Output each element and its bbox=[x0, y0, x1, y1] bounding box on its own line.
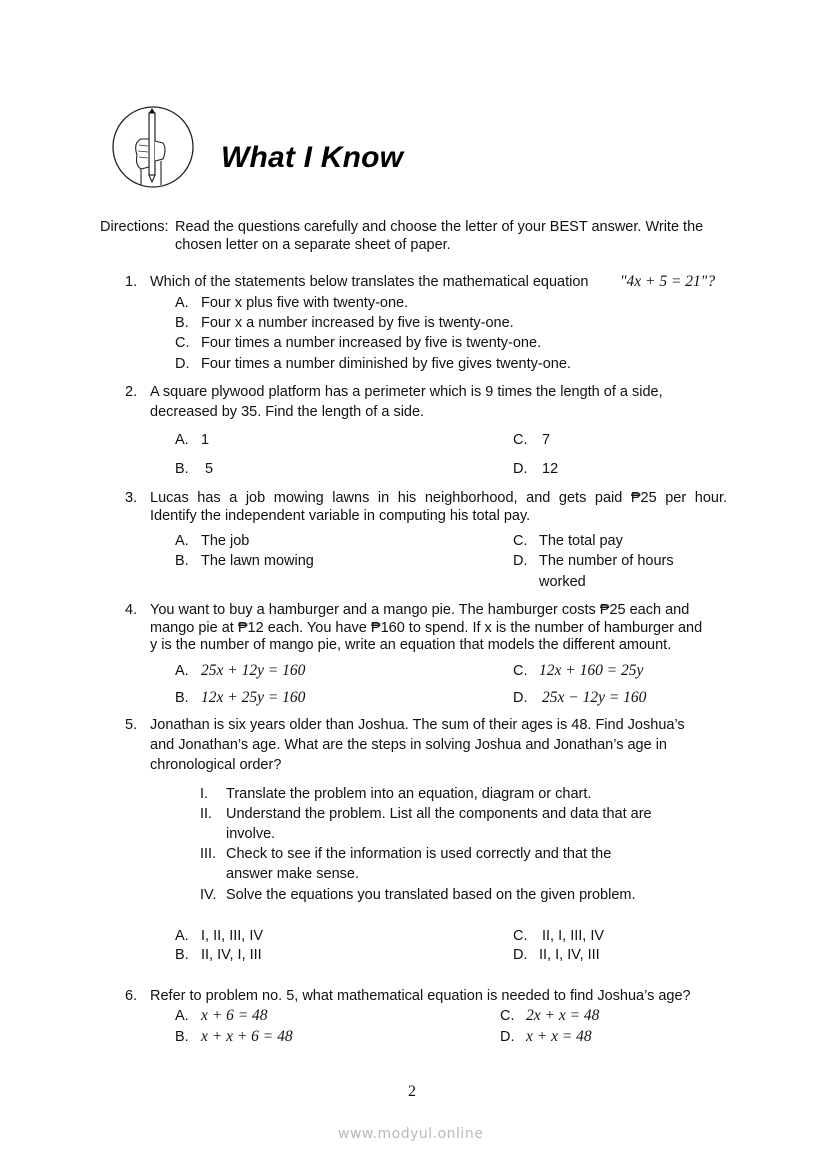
option-b: B. x + x + 6 = 48 bbox=[175, 1028, 293, 1045]
page-title: What I Know bbox=[221, 141, 404, 174]
directions-text-line2: chosen letter on a separate sheet of paper. bbox=[175, 237, 451, 253]
option-b: B. Four x a number increased by five is twenty-one. bbox=[175, 315, 514, 331]
option-b: B. 5 bbox=[175, 461, 214, 477]
directions-text-line1: Read the questions carefully and choose the letter of your BEST answer. Write the bbox=[175, 219, 704, 235]
option-b: B. 12x + 25y = 160 bbox=[175, 689, 306, 706]
step-i: I. Translate the problem into an equation, diagram or chart. bbox=[200, 786, 592, 802]
question-text-line2: and Jonathan’s age. What are the steps in solving Joshua and Jonathan’s age in bbox=[150, 737, 667, 753]
page-number: 2 bbox=[408, 1083, 416, 1100]
option-d: D. 12 bbox=[513, 461, 559, 477]
option-d-continued: worked bbox=[539, 574, 586, 590]
directions-label: Directions: bbox=[100, 219, 169, 235]
option-a: A. 1 bbox=[175, 432, 210, 448]
option-a: A. 25x + 12y = 160 bbox=[175, 662, 306, 679]
question-number: 5. bbox=[125, 717, 138, 733]
question-number: 4. bbox=[125, 602, 138, 618]
question-text-line3: chronological order? bbox=[150, 757, 282, 773]
option-d: D. II, I, IV, III bbox=[513, 947, 600, 963]
step-ii-continued: involve. bbox=[226, 826, 276, 842]
option-b: B. II, IV, I, III bbox=[175, 947, 262, 963]
question-number: 3. bbox=[125, 490, 138, 506]
step-iv: IV. Solve the equations you translated based on the given problem. bbox=[200, 887, 636, 903]
watermark: www.modyul.online bbox=[338, 1126, 484, 1142]
option-c: C. 2x + x = 48 bbox=[500, 1007, 600, 1024]
question-text-line1: You want to buy a hamburger and a mango pie. The hamburger costs ₱25 each and bbox=[150, 602, 690, 618]
question-text-line1: Jonathan is six years older than Joshua. The sum of their ages is 48. Find Joshua’s bbox=[150, 717, 685, 733]
option-a: A. Four x plus five with twenty-one. bbox=[175, 295, 409, 311]
option-a: A. I, II, III, IV bbox=[175, 928, 264, 944]
option-c: C. II, I, III, IV bbox=[513, 928, 605, 944]
option-c: C. Four times a number increased by five is twenty-one. bbox=[175, 335, 542, 351]
option-a: A. x + 6 = 48 bbox=[175, 1007, 268, 1024]
question-text-line2: Identify the independent variable in computing his total pay. bbox=[150, 508, 531, 524]
step-iii: III. Check to see if the information is used correctly and that the bbox=[200, 846, 612, 862]
question-number: 2. bbox=[125, 384, 138, 400]
question-text: Which of the statements below translates the mathematical equation bbox=[150, 274, 589, 290]
question-text-line2: decreased by 35. Find the length of a side. bbox=[150, 404, 425, 420]
option-c: C. The total pay bbox=[513, 533, 623, 549]
option-b: B. The lawn mowing bbox=[175, 553, 314, 569]
option-c: C. 7 bbox=[513, 432, 551, 448]
option-c: C. 12x + 160 = 25y bbox=[513, 662, 644, 679]
hand-holding-pencil-icon bbox=[111, 105, 195, 189]
question-text-line3: y is the number of mango pie, write an equation that models the different amount. bbox=[150, 637, 672, 653]
question-number: 1. bbox=[125, 274, 138, 290]
question-text: Refer to problem no. 5, what mathematical equation is needed to find Joshua’s age? bbox=[150, 988, 691, 1004]
option-d: D. 25x − 12y = 160 bbox=[513, 689, 647, 706]
question-text-line2: mango pie at ₱12 each. You have ₱160 to spend. If x is the number of hamburger and bbox=[150, 620, 703, 636]
option-d: D. The number of hours bbox=[513, 553, 674, 569]
option-a: A. The job bbox=[175, 533, 250, 549]
question-equation: "4x + 5 = 21"? bbox=[620, 273, 716, 290]
option-d: D. x + x = 48 bbox=[500, 1028, 592, 1045]
question-text-line1: Lucas has a job mowing lawns in his neighborhood, and gets paid ₱25 per hour. bbox=[150, 490, 727, 506]
question-number: 6. bbox=[125, 988, 138, 1004]
step-iii-continued: answer make sense. bbox=[226, 866, 359, 882]
option-d: D. Four times a number diminished by five gives twenty-one. bbox=[175, 356, 571, 372]
question-text-line1: A square plywood platform has a perimeter which is 9 times the length of a side, bbox=[150, 384, 663, 400]
step-ii: II. Understand the problem. List all the components and data that are bbox=[200, 806, 652, 822]
